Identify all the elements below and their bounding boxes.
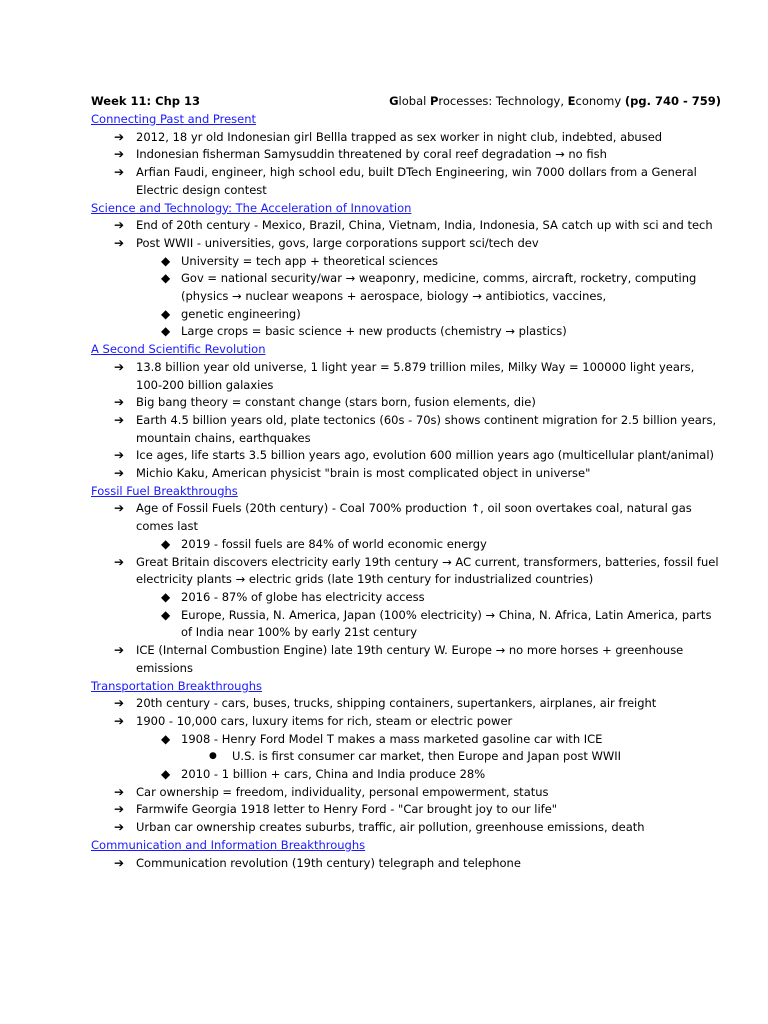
list-item-text: Car ownership = freedom, individuality, personal empowerment, status (136, 784, 549, 799)
list-item-text: End of 20th century - Mexico, Brazil, China, Vietnam, India, Indonesia, SA catch up with sci and tech (136, 218, 713, 233)
list-item (91, 642, 721, 677)
list-item (91, 554, 721, 589)
list-item-text: genetic engineering) (181, 306, 301, 321)
list-item (91, 801, 721, 819)
list-item-text: 1908 - Henry Ford Model T makes a mass marketed gasoline car with ICE (181, 731, 603, 746)
right-arrow-icon: ➔ (114, 466, 125, 481)
diamond-bullet-icon: ◆ (161, 271, 171, 286)
list-item (91, 235, 721, 253)
section-heading-label[interactable]: Fossil Fuel Breakthroughs (91, 483, 238, 498)
notes-content (91, 94, 721, 872)
diamond-bullet-icon: ◆ (161, 607, 171, 622)
diamond-bullet-icon: ◆ (161, 589, 171, 604)
list-item-text: 2012, 18 yr old Indonesian girl Bellla trapped as sex worker in night club, indebted, abused (136, 129, 663, 144)
list-item-text: U.S. is first consumer car market, then Europe and Japan post WWII (232, 749, 622, 764)
list-item (91, 447, 721, 465)
page-header (91, 94, 721, 111)
section-heading-label[interactable]: Connecting Past and Present (91, 112, 257, 126)
diamond-bullet-icon: ◆ (161, 731, 171, 746)
list-item (91, 217, 721, 235)
list-item (91, 146, 721, 164)
list-item-text: Large crops = basic science + new products (chemistry → plastics) (181, 324, 567, 339)
list-item-text: 2019 - fossil fuels are 84% of world economic energy (181, 536, 487, 551)
list-item-text: Michio Kaku, American physicist "brain is most complicated object in universe" (136, 466, 591, 481)
right-arrow-icon: ➔ (114, 359, 125, 374)
right-arrow-icon: ➔ (114, 165, 125, 180)
list-item-text: 1900 - 10,000 cars, luxury items for rich, steam or electric power (136, 713, 513, 728)
list-item-text: Great Britain discovers electricity early 19th century → AC current, transformers, batteries, fossil fuel electricity plants → electric grids (late 19th century for industrialized countries) (136, 554, 719, 587)
list-item (91, 270, 721, 305)
list-item (91, 784, 721, 802)
list-item (91, 253, 721, 271)
list-item (91, 412, 721, 447)
right-arrow-icon: ➔ (114, 147, 125, 162)
right-arrow-icon: ➔ (114, 820, 125, 835)
right-arrow-icon: ➔ (114, 855, 125, 870)
right-arrow-icon: ➔ (114, 129, 125, 144)
week-chapter-label: Week 11: Chp 13 (91, 94, 200, 108)
right-arrow-icon: ➔ (114, 412, 125, 427)
section-heading[interactable] (91, 678, 721, 696)
diamond-bullet-icon: ◆ (161, 767, 171, 782)
list-item (91, 589, 721, 607)
right-arrow-icon: ➔ (114, 448, 125, 463)
right-arrow-icon: ➔ (114, 395, 125, 410)
list-item (91, 766, 721, 784)
diamond-bullet-icon: ◆ (161, 536, 171, 551)
list-item (91, 465, 721, 483)
section-heading-label[interactable]: Communication and Information Breakthroughs (91, 837, 366, 852)
list-item-text: 2010 - 1 billion + cars, China and India produce 28% (181, 767, 486, 782)
list-item (91, 748, 721, 766)
section-heading-label[interactable]: Transportation Breakthroughs (91, 678, 263, 693)
right-arrow-icon: ➔ (114, 784, 125, 799)
right-arrow-icon: ➔ (114, 713, 125, 728)
section-heading[interactable] (91, 483, 721, 501)
list-item (91, 855, 721, 873)
section-heading[interactable] (91, 341, 721, 359)
list-item-text: University = tech app + theoretical sciences (181, 253, 439, 268)
right-arrow-icon: ➔ (114, 696, 125, 711)
list-item (91, 164, 721, 199)
list-item-text: Earth 4.5 billion years old, plate tectonics (60s - 70s) shows continent migration for 2.5 billion years, mountain chains, earthquakes (136, 412, 717, 445)
section-heading[interactable] (91, 200, 721, 218)
notes-body (91, 111, 721, 872)
list-item-text: Arfian Faudi, engineer, high school edu, built DTech Engineering, win 7000 dollars from a General Electric design contest (136, 165, 697, 197)
list-item (91, 129, 721, 147)
list-item (91, 819, 721, 837)
list-item (91, 306, 721, 324)
right-arrow-icon: ➔ (114, 802, 125, 817)
list-item (91, 500, 721, 535)
list-item-text: Communication revolution (19th century) telegraph and telephone (136, 855, 521, 870)
list-item-text: Urban car ownership creates suburbs, traffic, air pollution, greenhouse emissions, death (136, 820, 645, 835)
list-item (91, 607, 721, 642)
diamond-bullet-icon: ◆ (161, 253, 171, 268)
right-arrow-icon: ➔ (114, 643, 125, 658)
list-item (91, 359, 721, 394)
section-heading-label[interactable]: Science and Technology: The Acceleration of Innovation (91, 200, 412, 215)
section-heading[interactable] (91, 111, 721, 129)
list-item (91, 394, 721, 412)
list-item (91, 536, 721, 554)
list-item-text: Gov = national security/war → weaponry, medicine, comms, aircraft, rocketry, computing (physics → nuclear weapons + aerospace, biology → antibiotics, vaccines, (181, 271, 697, 304)
list-item-text: Indonesian fisherman Samysuddin threatened by coral reef degradation → no fish (136, 147, 607, 162)
dot-bullet-icon: ● (209, 751, 217, 762)
list-item-text: 2016 - 87% of globe has electricity access (181, 589, 425, 604)
list-item-text: Europe, Russia, N. America, Japan (100% electricity) → China, N. Africa, Latin America, parts of India near 100% by early 21st century (181, 607, 712, 640)
diamond-bullet-icon: ◆ (161, 324, 171, 339)
list-item-text: Age of Fossil Fuels (20th century) - Coal 700% production ↑, oil soon overtakes coal, natural gas comes last (136, 501, 692, 534)
chapter-title: Global Processes: Technology, Economy (pg. 740 - 759) (389, 94, 721, 108)
list-item-text: 13.8 billion year old universe, 1 light year = 5.879 trillion miles, Milky Way = 100000 light years, 100-200 billion galaxies (136, 359, 695, 392)
list-item-text: Big bang theory = constant change (stars born, fusion elements, die) (136, 395, 536, 410)
list-item (91, 695, 721, 713)
section-heading[interactable] (91, 837, 721, 855)
right-arrow-icon: ➔ (114, 554, 125, 569)
list-item (91, 323, 721, 341)
list-item (91, 731, 721, 749)
diamond-bullet-icon: ◆ (161, 306, 171, 321)
section-heading-label[interactable]: A Second Scientific Revolution (91, 342, 266, 357)
right-arrow-icon: ➔ (114, 501, 125, 516)
list-item-text: ICE (Internal Combustion Engine) late 19th century W. Europe → no more horses + greenhouse emissions (136, 643, 684, 675)
right-arrow-icon: ➔ (114, 235, 125, 250)
list-item-text: Post WWII - universities, govs, large corporations support sci/tech dev (136, 235, 539, 250)
list-item-text: Farmwife Georgia 1918 letter to Henry Ford - "Car brought joy to our life" (136, 802, 558, 817)
list-item-text: Ice ages, life starts 3.5 billion years ago, evolution 600 million years ago (multicellular plant/animal) (136, 448, 715, 463)
list-item (91, 713, 721, 731)
list-item-text: 20th century - cars, buses, trucks, shipping containers, supertankers, airplanes, air freight (136, 696, 657, 711)
right-arrow-icon: ➔ (114, 218, 125, 233)
